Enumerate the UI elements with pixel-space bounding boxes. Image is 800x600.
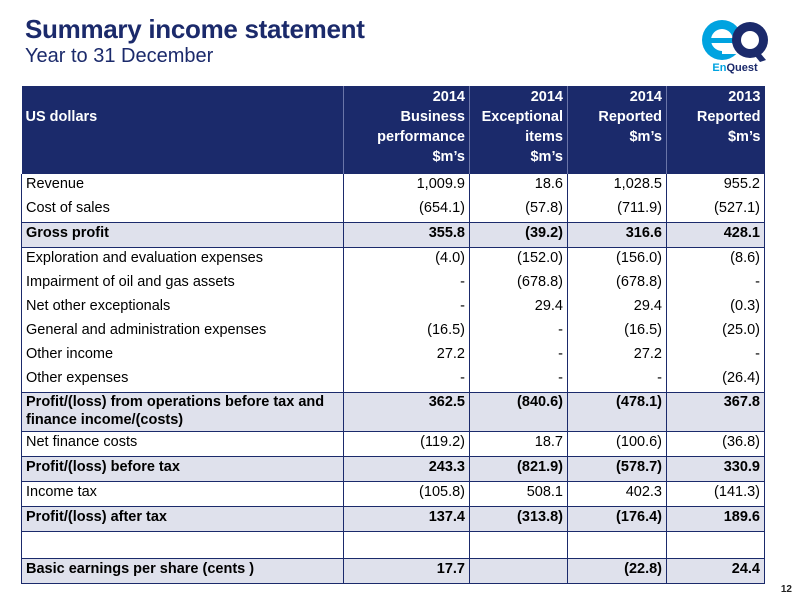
row-value: 428.1 [667,223,765,248]
row-label: Other expenses [22,368,344,393]
row-value [568,532,667,559]
row-value: 24.4 [667,559,765,584]
row-value: 402.3 [568,482,667,507]
row-value: 29.4 [568,296,667,320]
column-description [344,107,470,174]
row-value: (527.1) [667,198,765,223]
year-header: 2014 [344,86,470,107]
row-value: (16.5) [568,320,667,344]
row-value: (16.5) [344,320,470,344]
row-value [470,532,568,559]
row-label: Cost of sales [22,198,344,223]
column-description-line: $m’s [727,129,761,145]
year-header: 2013 [667,86,765,107]
row-value: - [344,368,470,393]
table-row [22,368,765,393]
column-description-line: Business [400,109,465,125]
row-label: Net finance costs [22,432,344,457]
row-value: (478.1) [568,393,667,432]
year-header-row [22,86,765,107]
row-value: 18.6 [470,174,568,198]
table-row [22,507,765,532]
page-number: 12 [780,584,792,595]
row-value: (156.0) [568,248,667,273]
column-description [568,107,667,174]
row-value: 362.5 [344,393,470,432]
row-value [667,532,765,559]
column-description-line: $m’s [432,149,465,165]
row-value: 137.4 [344,507,470,532]
row-value: (0.3) [667,296,765,320]
row-value: 508.1 [470,482,568,507]
row-label: Net other exceptionals [22,296,344,320]
page-title: Summary income statement [25,14,365,44]
row-value: (119.2) [344,432,470,457]
row-value: (39.2) [470,223,568,248]
row-value: (678.8) [470,272,568,296]
row-value: 27.2 [344,344,470,368]
table-row [22,532,765,559]
row-value: (141.3) [667,482,765,507]
table-row [22,320,765,344]
row-value: (22.8) [568,559,667,584]
income-statement-table [21,86,765,584]
row-value [344,532,470,559]
table-row [22,482,765,507]
row-value: (678.8) [568,272,667,296]
row-value: 1,028.5 [568,174,667,198]
row-value: (654.1) [344,198,470,223]
row-label: Impairment of oil and gas assets [22,272,344,296]
row-label: General and administration expenses [22,320,344,344]
row-value: - [568,368,667,393]
row-value: (176.4) [568,507,667,532]
row-value: (57.8) [470,198,568,223]
row-label: Profit/(loss) after tax [22,507,344,532]
row-value: (821.9) [470,457,568,482]
row-value: (313.8) [470,507,568,532]
row-value: (711.9) [568,198,667,223]
row-label: Exploration and evaluation expenses [22,248,344,273]
row-label: Income tax [22,482,344,507]
row-value: 955.2 [667,174,765,198]
row-label [22,532,344,559]
enquest-logo [694,14,776,74]
table-row [22,296,765,320]
row-value: 243.3 [344,457,470,482]
table-row [22,432,765,457]
row-value: (26.4) [667,368,765,393]
row-value: 316.6 [568,223,667,248]
row-value [470,559,568,584]
page-subtitle: Year to 31 December [25,45,214,67]
enquest-logo-mark [694,14,776,74]
row-value: 27.2 [568,344,667,368]
table-row [22,457,765,482]
table-row [22,248,765,273]
row-value: 18.7 [470,432,568,457]
row-value: - [344,272,470,296]
table-body [22,174,765,584]
table-row [22,174,765,198]
row-value: - [470,368,568,393]
table-row [22,272,765,296]
row-value: 1,009.9 [344,174,470,198]
row-label: Profit/(loss) before tax [22,457,344,482]
row-label: Revenue [22,174,344,198]
row-value: (578.7) [568,457,667,482]
row-label: Other income [22,344,344,368]
row-value: (105.8) [344,482,470,507]
column-description [470,107,568,174]
row-value: (36.8) [667,432,765,457]
column-description-row [22,107,765,174]
table-row [22,559,765,584]
row-value: - [470,344,568,368]
row-value: (4.0) [344,248,470,273]
column-description-line: $m’s [530,149,563,165]
table-row [22,344,765,368]
row-value: (100.6) [568,432,667,457]
year-header: 2014 [568,86,667,107]
row-value: 330.9 [667,457,765,482]
row-value: (25.0) [667,320,765,344]
column-description-line: Reported [598,109,662,125]
year-header: 2014 [470,86,568,107]
row-value: 355.8 [344,223,470,248]
row-value: - [667,344,765,368]
row-value: 367.8 [667,393,765,432]
column-description-line: $m’s [629,129,662,145]
header-blank [22,86,344,107]
row-value: (152.0) [470,248,568,273]
table-row [22,198,765,223]
row-value: - [470,320,568,344]
row-value: 17.7 [344,559,470,584]
column-description-line: items [525,129,563,145]
row-value: (8.6) [667,248,765,273]
row-value: 29.4 [470,296,568,320]
row-label: Basic earnings per share (cents ) [22,559,344,584]
row-label: Profit/(loss) from operations before tax and finance income/(costs) [22,393,344,432]
column-description-line: performance [377,129,465,145]
logo-wordmark: EnQuest [712,62,758,74]
row-value: - [344,296,470,320]
row-value: - [667,272,765,296]
column-description [667,107,765,174]
row-value: (840.6) [470,393,568,432]
row-value: 189.6 [667,507,765,532]
column-description-line: Reported [696,109,761,125]
unit-label: US dollars [22,107,344,174]
table-row [22,223,765,248]
table-row [22,393,765,432]
row-label: Gross profit [22,223,344,248]
column-description-line: Exceptional [481,109,563,125]
